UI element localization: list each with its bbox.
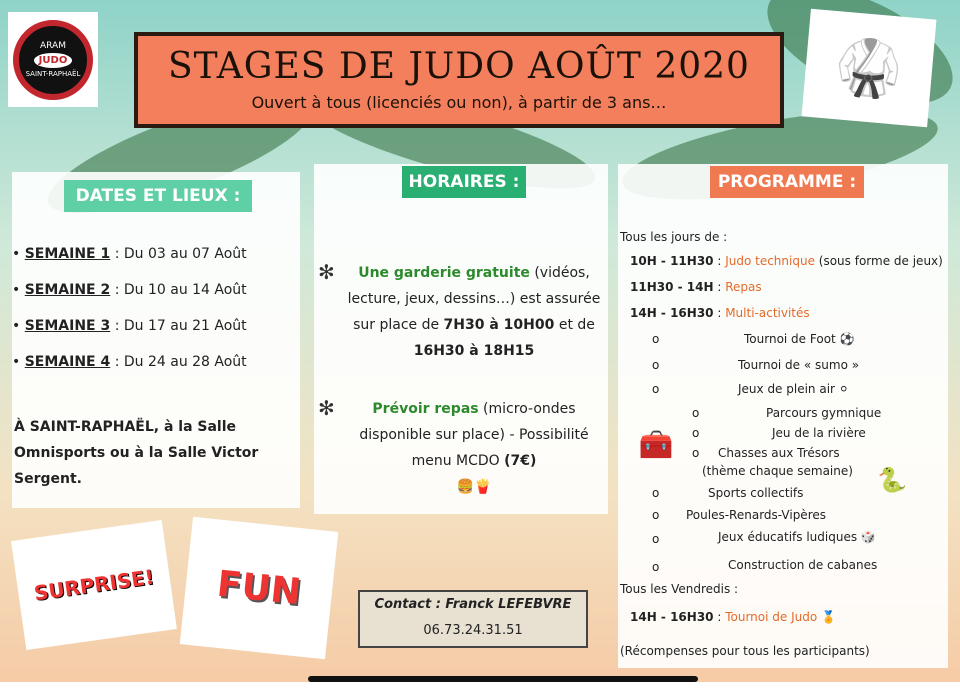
bullet-icon: o	[692, 446, 700, 460]
activity-item: Jeux éducatifs ludiques 🎲	[718, 530, 876, 544]
bullet-icon: o	[692, 426, 700, 440]
contact-phone: 06.73.24.31.51	[423, 623, 523, 638]
activity-item: Poules-Renards-Vipères	[686, 508, 826, 522]
rewards-text: (Récompenses pour tous les participants)	[620, 644, 870, 658]
page-subtitle: Ouvert à tous (licenciés ou non), à partir de 3 ans…	[251, 93, 667, 112]
garderie-text: Une garderie gratuite (vidéos, lecture, jeux, dessins…) est assurée sur place de 7H30 à 10H00 et de 16H30 à 18H15	[347, 265, 601, 359]
contact-name: Contact : Franck LEFEBVRE	[374, 597, 572, 612]
week-item: • SEMAINE 4 : Du 24 au 28 Août	[12, 354, 247, 370]
logo-top-text: ARAM	[40, 41, 66, 51]
schedule-slot: 10H - 11H30 : Judo technique (sous forme de jeux)	[630, 254, 943, 268]
week-item: • SEMAINE 1 : Du 03 au 07 Août	[12, 246, 247, 262]
bottom-bar	[0, 682, 960, 699]
fun-graphic: FUN	[180, 517, 339, 660]
club-logo	[8, 12, 98, 107]
bullet-icon: o	[652, 486, 660, 500]
surprise-graphic: SURPRISE!	[11, 520, 177, 650]
friday-label: Tous les Vendredis :	[620, 582, 739, 596]
activity-item: Jeu de la rivière	[772, 426, 866, 440]
daily-label: Tous les jours de :	[620, 230, 728, 244]
treasure-chest-icon: 🧰	[638, 427, 674, 461]
contact-box	[358, 590, 588, 648]
page-title: STAGES DE JUDO AOÛT 2020	[168, 46, 750, 87]
logo-middle-text: JUDO	[34, 53, 73, 68]
horaires-panel	[314, 164, 608, 514]
bullet-icon: o	[692, 406, 700, 420]
activity-item: Chasses aux Trésors	[718, 446, 840, 460]
activity-item: Jeux de plein air ⚪	[738, 382, 849, 396]
title-banner	[134, 32, 784, 128]
dates-heading: DATES ET LIEUX :	[64, 180, 252, 212]
repas-text: Prévoir repas (micro-ondes disponible sur place) - Possibilité menu MCDO (7€) 🍔🍟	[359, 401, 589, 495]
bullet-icon: o	[652, 532, 660, 546]
schedule-slot: 14H - 16H30 : Multi-activités	[630, 306, 810, 320]
activity-item: Parcours gymnique	[766, 406, 882, 420]
judo-cartoon-image: 🥋	[802, 9, 937, 128]
bullet-icon: o	[652, 358, 660, 372]
location-text: À SAINT-RAPHAËL, à la Salle Omnisports ou à la Salle Victor Sergent.	[14, 419, 259, 487]
food-icons: 🍔🍟	[456, 479, 492, 495]
medal-icon: 🏅	[821, 610, 836, 624]
activity-item: Tournoi de « sumo »	[738, 358, 860, 372]
friday-slot: 14H - 16H30 : Tournoi de Judo 🏅	[630, 610, 836, 624]
snake-icon: 🐍	[877, 466, 907, 494]
programme-panel	[618, 164, 948, 668]
bullet-icon: o	[652, 332, 660, 346]
bullet-icon: o	[652, 560, 660, 574]
week-item: • SEMAINE 3 : Du 17 au 21 Août	[12, 318, 247, 334]
schedule-slot: 11H30 - 14H : Repas	[630, 280, 762, 294]
bullet-icon: o	[652, 508, 660, 522]
activity-item: Construction de cabanes	[728, 558, 878, 572]
activity-item: (thème chaque semaine)	[702, 464, 853, 478]
home-indicator[interactable]	[308, 676, 698, 682]
activity-item: Sports collectifs	[708, 486, 804, 500]
logo-bottom-text: SAINT-RAPHAËL	[25, 70, 81, 78]
asterisk-icon: ✻	[318, 396, 335, 420]
activity-item: Tournoi de Foot ⚽	[744, 332, 855, 346]
bullet-icon: o	[652, 382, 660, 396]
dates-panel	[12, 172, 300, 508]
programme-heading: PROGRAMME :	[710, 166, 864, 198]
week-item: • SEMAINE 2 : Du 10 au 14 Août	[12, 282, 247, 298]
asterisk-icon: ✻	[318, 260, 335, 284]
horaires-heading: HORAIRES :	[402, 166, 526, 198]
